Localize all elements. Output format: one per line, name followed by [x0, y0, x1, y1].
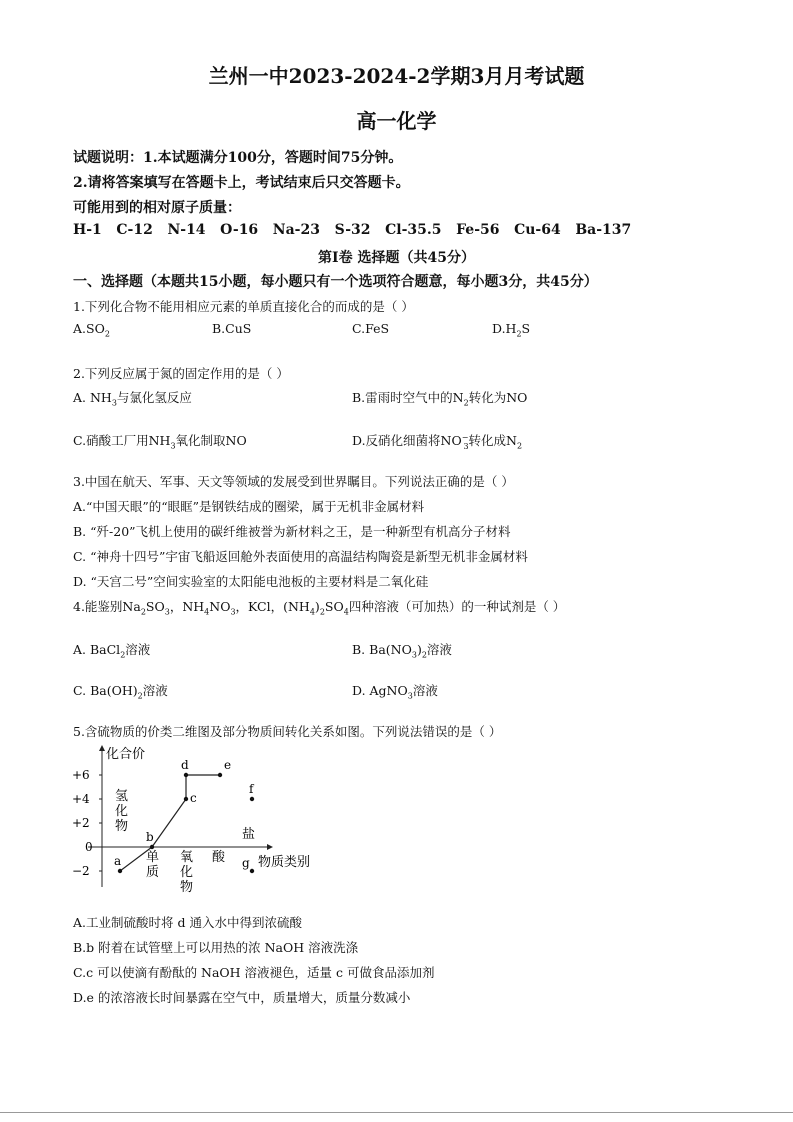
- q2-option-a[interactable]: A. $NH_3$与氯化氢反应: [73, 390, 192, 408]
- q3-option-a[interactable]: A.“中国天眼”的“眼眶”是钢铁结成的圈梁，属于无机非金属材料: [73, 499, 425, 514]
- instruction-line-2: 2.请将答案填写在答题卡上，考试结束后只交答题卡。: [73, 175, 410, 191]
- instruction-line-3: 可能用到的相对原子质量：: [73, 200, 241, 216]
- q5-option-b[interactable]: B.b 附着在试管壁上可以用热的浓 NaOH 溶液洗涤: [73, 940, 359, 955]
- q5-option-d[interactable]: D.e 的浓溶液长时间暴露在空气中，质量增大，质量分数减小: [73, 990, 411, 1005]
- category-label-hydride: 氢: [115, 789, 129, 804]
- y-tick-label: +2: [72, 816, 90, 830]
- subject-title: 高一化学: [356, 109, 437, 133]
- q5-option-c[interactable]: C.c 可以使滴有酚酞的 NaOH 溶液褪色，适量 c 可做食品添加剂: [73, 965, 435, 980]
- category-label-hydride: 化: [115, 804, 129, 819]
- part-title: 一、选择题（本题共15小题，每小题只有一个选项符合题意，每小题3分，共45分）: [73, 274, 598, 290]
- q4-stem: 4.能鉴别$Na_2SO_3$，$NH_4NO_3$，KCl，$(NH_4)_2SO_4$四种溶液（可加热）的一种试剂是（ ）: [73, 599, 566, 617]
- category-label-element: 质: [146, 865, 160, 880]
- instruction-line-1: 试题说明：1.本试题满分100分，答题时间75分钟。: [73, 150, 403, 166]
- link-b-c: [152, 799, 186, 847]
- q3-option-d[interactable]: D. “天宫二号”空间实验室的太阳能电池板的主要材料是二氧化硅: [73, 574, 429, 589]
- origin-label: 0: [85, 840, 93, 854]
- point-g: [250, 869, 254, 873]
- point-label-f: f: [249, 782, 254, 796]
- q2-option-c[interactable]: C.硝酸工厂用$NH_3$氧化制取NO: [73, 433, 247, 451]
- point-c: [184, 797, 188, 801]
- category-label-oxide: 物: [180, 880, 194, 895]
- q1-option-d[interactable]: $D.H_2S$: [492, 321, 531, 339]
- point-label-a: a: [114, 854, 122, 868]
- footer-divider: [0, 1112, 793, 1113]
- q3-option-c[interactable]: C. “神舟十四号”宇宙飞船返回舱外表面使用的高温结构陶瓷是新型无机非金属材料: [73, 549, 528, 564]
- y-tick-label: +6: [72, 768, 90, 782]
- exam-title: 兰州一中2023-2024-2学期3月月考试题: [208, 64, 585, 88]
- point-label-g: g: [242, 856, 250, 870]
- category-label-element: 单: [146, 850, 160, 865]
- q1-option-c[interactable]: C.FeS: [352, 321, 390, 336]
- point-label-c: c: [190, 791, 197, 805]
- q1-option-a[interactable]: $A.SO_2$: [73, 321, 110, 339]
- q4-option-d[interactable]: D. AgNO$_3$溶液: [352, 683, 438, 701]
- q4-option-c[interactable]: C. $Ba(OH)_2$溶液: [73, 683, 168, 701]
- category-label-oxide: 氧: [180, 850, 194, 865]
- valence-class-chart: [70, 742, 330, 902]
- x-axis-label: 物质类别: [258, 855, 311, 870]
- q3-stem: 3.中国在航天、军事、天文等领域的发展受到世界瞩目。下列说法正确的是（ ）: [73, 474, 514, 489]
- y-tick-label: −2: [72, 864, 90, 878]
- category-label-hydride: 物: [115, 819, 129, 834]
- category-label-salt: 盐: [242, 827, 256, 842]
- q2-option-b[interactable]: B.雷雨时空气中的$N_2$转化为NO: [352, 390, 528, 408]
- q5-stem: 5.含硫物质的价类二维图及部分物质间转化关系如图。下列说法错误的是（ ）: [73, 724, 502, 739]
- atomic-masses: H-1 C-12 N-14 O-16 Na-23 S-32 Cl-35.5 Fe-56 Cu-64 Ba-137: [73, 222, 632, 238]
- q1-stem: 1.下列化合物不能用相应元素的单质直接化合的而成的是（ ）: [73, 299, 414, 314]
- q5-option-a[interactable]: A.工业制硫酸时将 d 通入水中得到浓硫酸: [73, 915, 302, 930]
- q4-option-b[interactable]: B. $Ba(NO_3)_2$溶液: [352, 642, 452, 660]
- q4-option-a[interactable]: A. BaCl$_2$溶液: [73, 642, 151, 660]
- point-label-d: d: [181, 758, 189, 772]
- q1-option-b[interactable]: B.CuS: [212, 321, 252, 336]
- point-e: [218, 773, 222, 777]
- category-label-acid: 酸: [212, 850, 226, 865]
- q3-option-b[interactable]: B. “歼-20”飞机上使用的碳纤维被誉为新材料之王，是一种新型有机高分子材料: [73, 524, 511, 539]
- volume-title: 第Ⅰ卷 选择题（共45分）: [318, 250, 475, 266]
- y-tick-label: +4: [72, 792, 90, 806]
- point-label-e: e: [224, 758, 232, 772]
- category-label-oxide: 化: [180, 865, 194, 880]
- point-b: [150, 845, 154, 849]
- point-a: [118, 869, 122, 873]
- q2-stem: 2.下列反应属于氮的固定作用的是（ ）: [73, 366, 289, 381]
- point-d: [184, 773, 188, 777]
- y-axis-label: 化合价: [106, 747, 146, 762]
- point-label-b: b: [146, 830, 154, 844]
- point-f: [250, 797, 254, 801]
- q2-option-d[interactable]: D.反硝化细菌将$NO^-_3$转化成$N_2$: [352, 432, 523, 451]
